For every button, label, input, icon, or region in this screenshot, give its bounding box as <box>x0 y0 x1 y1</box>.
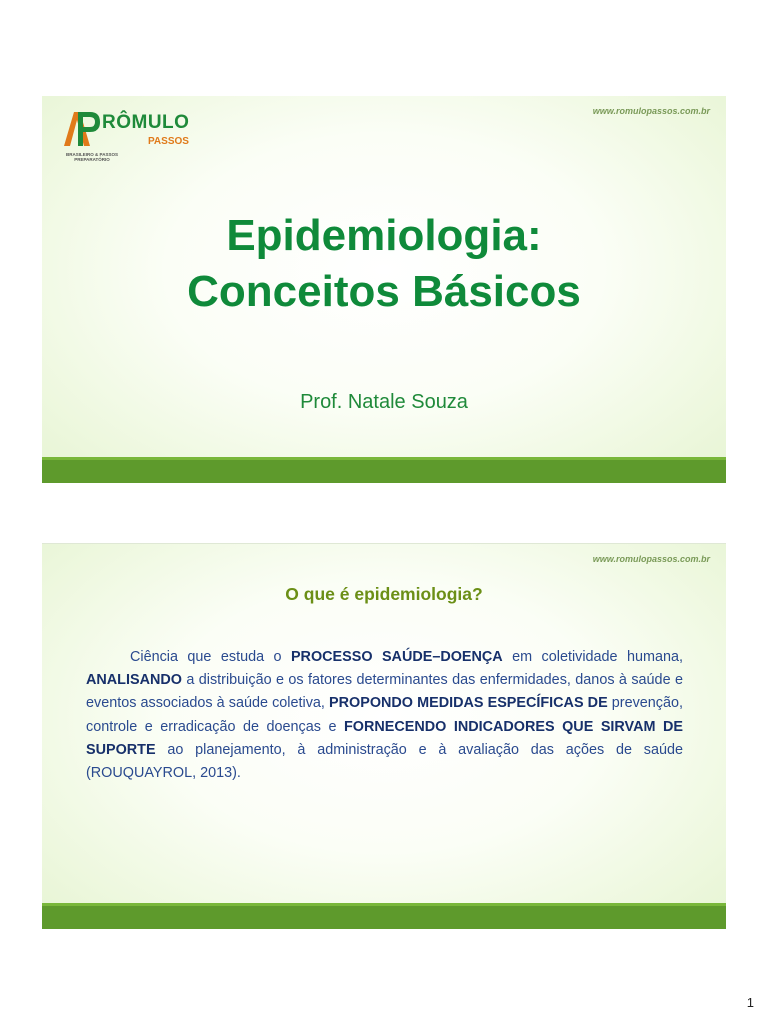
body-text-2: em coletividade humana, <box>502 649 683 665</box>
slide-1 <box>42 96 726 483</box>
title-line-2: Conceitos Básicos <box>187 267 581 316</box>
body-bold-2: ANALISANDO <box>86 672 182 689</box>
website-url: www.romulopassos.com.br <box>592 554 710 564</box>
logo-sub: PASSOS <box>148 136 189 147</box>
slide-heading: O que é epidemiologia? <box>285 584 483 604</box>
body-bold-3: PROPONDO MEDIDAS ESPECÍFICAS DE <box>329 695 608 712</box>
slide-subtitle: Prof. Natale Souza <box>300 391 468 413</box>
footer-bar <box>42 457 726 483</box>
footer-bar <box>42 903 726 929</box>
slide-title <box>42 208 726 320</box>
website-url: www.romulopassos.com.br <box>592 106 710 116</box>
body-bold-4: FORNECENDO INDICADORES QUE SIRVAM DE SUPORTE <box>86 718 683 758</box>
definition-paragraph <box>86 646 683 785</box>
title-line-1: Epidemiologia: <box>226 211 542 260</box>
rp-monogram-icon <box>60 106 106 152</box>
body-bold-1: PROCESSO SAÚDE–DOENÇA <box>290 649 503 665</box>
slide-2 <box>42 543 726 929</box>
logo-tagline: BRASILEIRO & PASSOS PREPARATÓRIO <box>66 152 118 162</box>
body-text-3: a distribuição e os fatores determinantes das enfermidades, danos à saúde e eventos associados à saúde coletiva, <box>86 672 683 712</box>
romulo-passos-logo <box>60 106 200 166</box>
body-text-4: prevenção, controle e erradicação de doenças e <box>86 695 683 735</box>
page-number: 1 <box>746 995 754 1010</box>
body-text-5: ao planejamento, à administração e à avaliação das ações de saúde (ROUQUAYROL, 2013). <box>86 741 683 782</box>
logo-name: RÔMULO <box>102 112 190 133</box>
body-text-1: Ciência que estuda o <box>130 649 291 665</box>
